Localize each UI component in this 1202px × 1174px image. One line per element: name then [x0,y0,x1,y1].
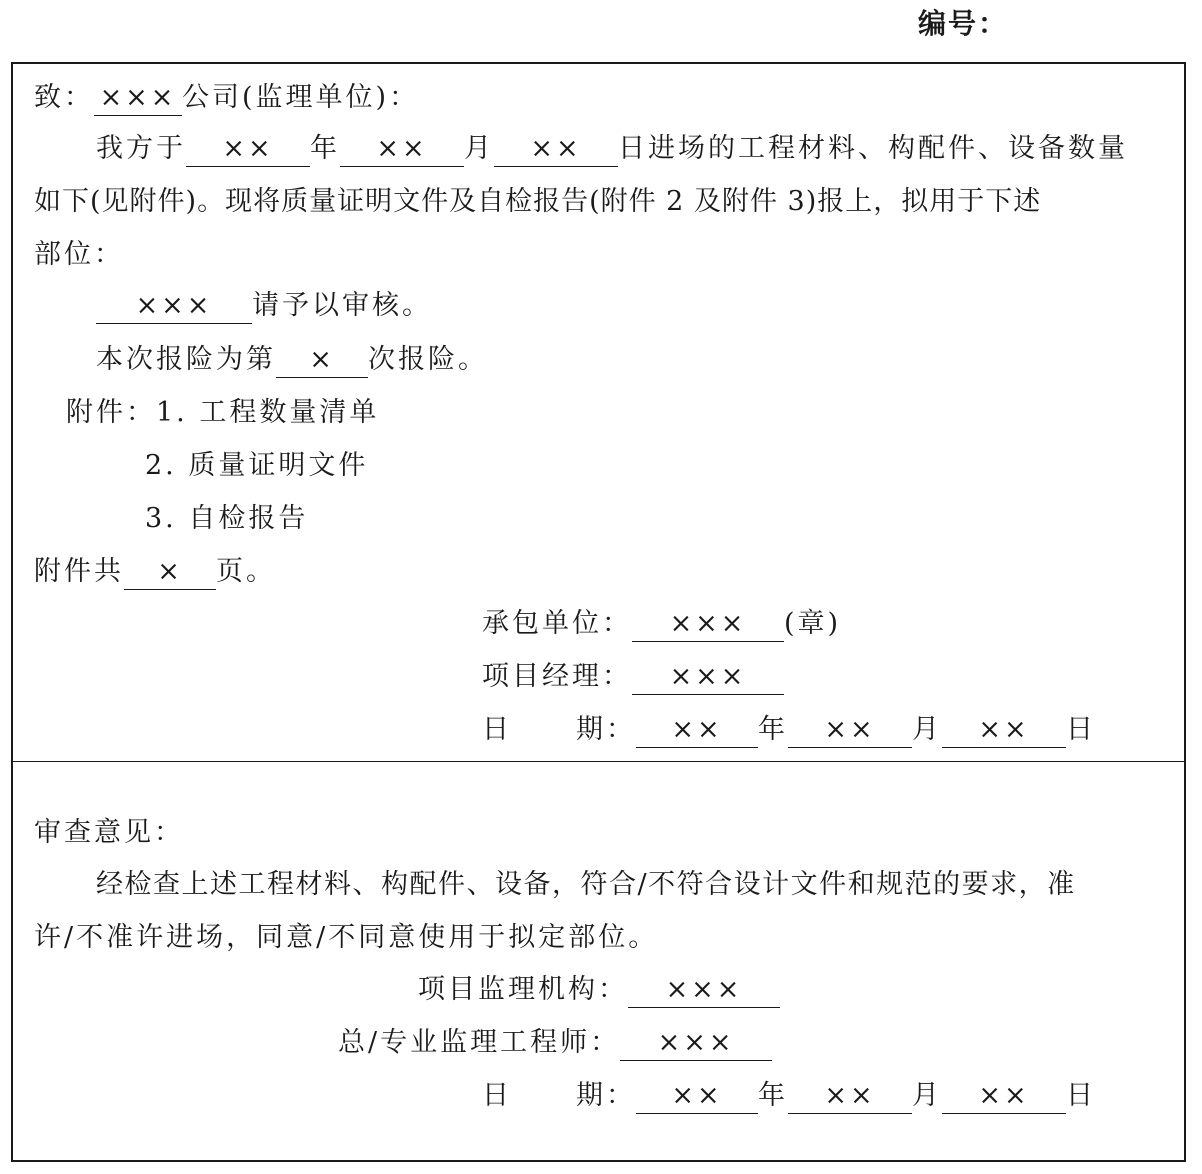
document-number-label: 编号： [918,7,1009,40]
day-label: 日 [1066,1080,1096,1111]
arrival-day-field: ×× [494,132,618,167]
month-label: 月 [464,133,494,164]
year-label: 年 [758,1080,788,1111]
attachments-label: 附件： [66,397,156,428]
intro-line-3: 部位： [34,239,124,270]
section-divider [11,761,1186,762]
supervision-org-field: ××× [628,973,780,1008]
date-label-first: 日 [482,714,512,745]
report-count-field: × [276,343,368,378]
date-label-second: 期： [576,714,636,745]
seal-label: (章) [784,608,842,639]
month-label: 月 [912,1080,942,1111]
supervising-engineer-line [338,1025,772,1061]
year-label: 年 [310,133,340,164]
contractor-month-field: ×× [788,713,912,748]
intro-line-1 [96,131,1128,167]
review-text-line-1: 经检查上述工程材料、构配件、设备，符合/不符合设计文件和规范的要求，准 [96,869,1076,900]
contractor-unit-line [482,606,841,642]
intro-text-start: 我方于 [96,133,186,164]
attachment-item: 2. 质量证明文件 [145,450,369,481]
contractor-date-line [482,712,1096,748]
date-label-first: 日 [482,1080,512,1111]
supervision-org-line [418,972,780,1008]
contractor-unit-label: 承包单位： [482,608,632,639]
review-month-field: ×× [788,1079,912,1114]
arrival-year-field: ×× [186,132,310,167]
location-suffix: 请予以审核。 [252,290,432,321]
review-year-field: ×× [636,1079,758,1114]
year-label: 年 [758,714,788,745]
project-manager-line [482,659,784,695]
location-line [96,288,432,324]
intro-line-2: 如下(见附件)。现将质量证明文件及自检报告(附件 2 及附件 3)报上，拟用于下述 [34,186,1042,217]
arrival-month-field: ×× [340,132,464,167]
attachment-item: 3. 自检报告 [145,503,309,534]
pages-prefix: 附件共 [34,556,124,587]
contractor-unit-field: ××× [632,607,784,642]
report-count-line [96,342,488,378]
supervising-engineer-field: ××× [620,1026,772,1061]
review-date-line [482,1078,1096,1114]
report-suffix: 次报险。 [368,344,488,375]
addressee-line [34,80,419,116]
day-label: 日 [1066,714,1096,745]
project-manager-field: ××× [632,660,784,695]
review-text-line-2: 许/不准许进场，同意/不同意使用于拟定部位。 [34,922,659,953]
intro-text-end: 日进场的工程材料、构配件、设备数量 [618,133,1128,164]
project-manager-label: 项目经理： [482,661,632,692]
date-label-second: 期： [576,1080,636,1111]
review-day-field: ×× [942,1079,1066,1114]
pages-count-field: × [124,555,216,590]
location-field: ××× [96,289,252,324]
contractor-year-field: ×× [636,713,758,748]
supervision-org-label: 项目监理机构： [418,974,628,1005]
review-title: 审查意见： [34,817,184,848]
contractor-day-field: ×× [942,713,1066,748]
supervising-engineer-label: 总/专业监理工程师： [338,1027,621,1058]
month-label: 月 [912,714,942,745]
attachment-item: 1. 工程数量清单 [156,397,380,428]
pages-suffix: 页。 [216,556,276,587]
to-suffix: 公司(监理单位)： [182,82,420,113]
attachment-pages-line [34,554,276,590]
to-prefix: 致： [34,82,94,113]
report-prefix: 本次报险为第 [96,344,276,375]
to-unit-field: ××× [94,81,182,116]
attachments-line-1 [66,395,379,431]
